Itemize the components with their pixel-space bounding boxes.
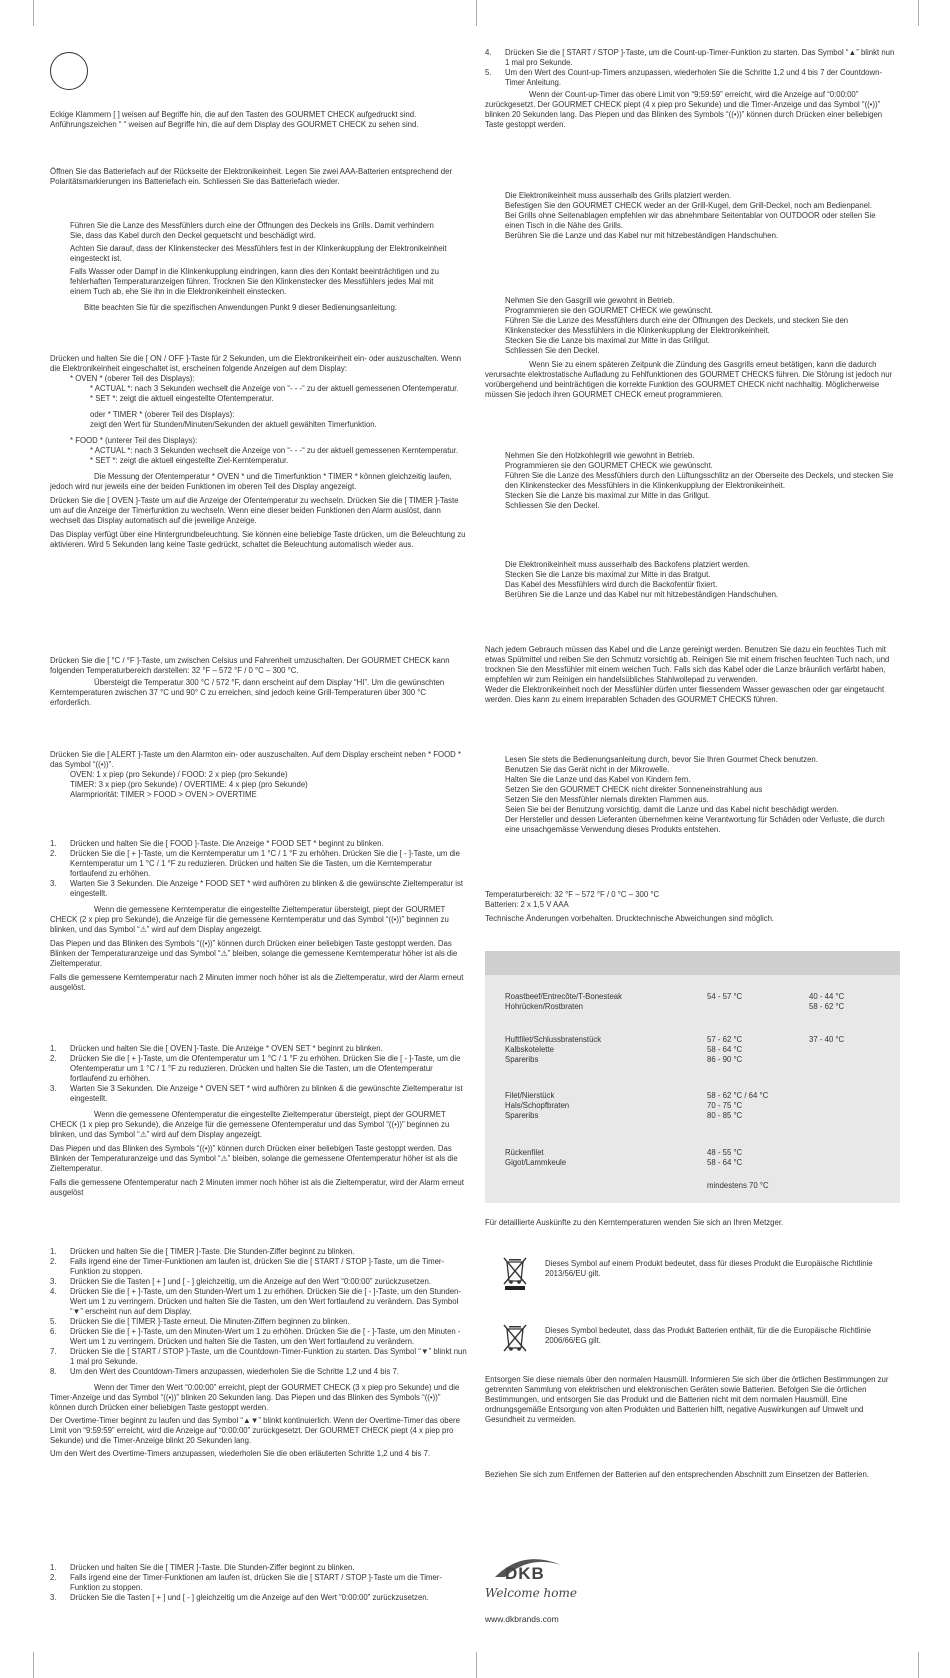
- crossed-bin-icon: [502, 1255, 528, 1291]
- section-marker-circle: [50, 52, 88, 90]
- onoff-p2: Die Messung der Ofentemperatur * OVEN * und die Timerfunktion * TIMER * können gleichzeitig laufen, jedoch wird nur jeweils eine der beiden Funktionen im oberen Teil des Display angezeigt.: [50, 472, 452, 491]
- step-text: Drücken und halten Sie die [ OVEN ]-Taste. Die Anzeige * OVEN SET * beginnt zu blinken.: [70, 1044, 383, 1053]
- table-row: [505, 1035, 895, 1045]
- list-item: Stecken Sie die Lanze bis maximal zur Mitte in das Grillgut.: [505, 336, 710, 345]
- step-number: 3.: [50, 1277, 57, 1286]
- table-row: [505, 1101, 895, 1111]
- table-cell: Spareribs: [505, 1111, 539, 1120]
- list-item: [50, 1054, 468, 1084]
- step-text: Warten Sie 3 Sekunden. Die Anzeige * FOOD SET * wird aufhören zu blinken & die gewünschte Zieltemperatur ist eingestellt.: [70, 879, 464, 898]
- list-item: Lesen Sie stets die Bedienungsanleitung durch, bevor Sie Ihren Gourmet Check benutzen.: [505, 755, 818, 764]
- food-set-p3: Falls die gemessene Kerntemperatur nach 2 Minuten immer noch höher ist als die Zieltemperatur, wird der Alarm erneut ausgelöst.: [50, 973, 464, 992]
- list-item: [50, 839, 468, 849]
- weee-text-1: Dieses Symbol auf einem Produkt bedeutet, dass für dieses Produkt die Europäische Richtlinie 2013/56/EU gilt.: [545, 1259, 873, 1278]
- warnings-section: [485, 755, 900, 835]
- gas-grill-section: [485, 296, 900, 400]
- step-text: Drücken Sie die [ + ]-Taste, um die Kerntemperatur um 1 °C / 1 °F zu erhöhen. Drücken Sie die [ - ]-Taste, um die Kerntemperatur um 1 °C / 1 °F zu reduzieren. Drücken und halten Sie die Tasten, um die Kerntemperatur fortlaufend zu erhöhen.: [70, 849, 460, 878]
- step-number: 1.: [50, 1563, 57, 1572]
- food-actual: * ACTUAL *: nach 3 Sekunden wechselt die Anzeige von “- - -“ zu der aktuell gemessenen Kerntemperatur.: [90, 446, 459, 455]
- step-text: Drücken Sie die [ START / STOP ]-Taste, um die Countdown-Timer-Funktion zu starten. Das Symbol “▼” blinkt nun 1 mal pro Sekunde.: [70, 1347, 467, 1366]
- crop-mark: [476, 1652, 477, 1678]
- table-header: [485, 951, 900, 975]
- list-item: [50, 1367, 468, 1377]
- table-row: [505, 1055, 895, 1065]
- table-cell: 70 - 75 °C: [707, 1101, 743, 1110]
- step-number: 6.: [50, 1327, 57, 1336]
- table-cell: 57 - 62 °C: [707, 1035, 743, 1044]
- onoff-p4: Das Display verfügt über eine Hintergrundbeleuchtung. Sie können eine beliebige Taste drücken, um die Beleuchtung zu aktivieren. Wird 5 Sekunden lang keine Taste gedrückt, schaltet die Beleuchtung automatisch wieder aus.: [50, 530, 466, 549]
- step-text: Drücken Sie die [ + ]-Taste, um den Minuten-Wert um 1 zu erhöhen. Drücken Sie die [ - ]-Taste, um den Minuten -Wert um 1 zu verringern. Drücken und halten Sie die Tasten, um den Wert fortlaufend zu verändern.: [70, 1327, 461, 1346]
- list-item: [50, 1563, 468, 1573]
- intro-brackets: Eckige Klammern [ ] weisen auf Begriffe hin, die auf den Tasten des GOURMET CHECK aufgedruckt sind. Anführungszeichen “ “ weisen auf Begriffe hin, die auf dem Display des GOURMET CHECK zu sehen sind.: [50, 110, 419, 129]
- oven-set: * SET *: zeigt die aktuell eingestellte Ofentemperatur.: [90, 394, 274, 403]
- logo-wordmark: DKB: [505, 1564, 545, 1583]
- step-text: Drücken und halten Sie die [ TIMER ]-Taste. Die Stunden-Ziffer beginnt zu blinken.: [70, 1247, 355, 1256]
- charcoal-section: [485, 451, 900, 511]
- countdown-section: [50, 1247, 468, 1459]
- step-number: 2.: [50, 1257, 57, 1266]
- specs-section: [485, 890, 900, 924]
- oven-set-section: [50, 1044, 468, 1198]
- list-item: Benutzen Sie das Gerät nicht in der Mikrowelle.: [505, 765, 670, 774]
- intro-battery: Öffnen Sie das Batteriefach auf der Rückseite der Elektronikeinheit. Legen Sie zwei AAA-Batterien entsprechend der Polaritätsmarkierungen ins Batteriefach ein. Schliessen Sie das Batteriefach wieder.: [50, 167, 453, 186]
- weee-text-2: Dieses Symbol bedeutet, dass das Produkt Batterien enthält, für die die Europäische Richtlinie 2006/66/EG gilt.: [545, 1326, 871, 1345]
- food-set: * SET *: zeigt die aktuell eingestellte Ziel-Kerntemperatur.: [90, 456, 289, 465]
- list-item: Der Hersteller und dessen Lieferanten übernehmen keine Verantwortung für Schäden oder Verluste, die durch eine unsachgemässe Verwendung dieses Produkts entstehen.: [505, 815, 885, 834]
- oven-set-p2: Das Piepen und das Blinken des Symbols “((•))” können durch Drücken einer beliebigen Taste gestoppt werden. Das Blinken der Temperaturanzeige und das Symbol “⚠” bleiben, solange die gemessene Ofentemperatur höher ist als die Zieltemperatur.: [50, 1144, 458, 1173]
- table-cell: Spareribs: [505, 1055, 539, 1064]
- list-item: [50, 1317, 468, 1327]
- crop-mark: [918, 1652, 919, 1678]
- step-text: Drücken Sie die [ + ]-Taste, um die Ofentemperatur um 1 °C / 1 °F zu erhöhen. Drücken Sie die [ - ]-Taste, um die Ofentemperatur um 1 °C / 1 °F zu reduzieren. Drücken und halten Sie die Tasten, um die Ofentemperatur fortlaufend zu erhöhen.: [70, 1054, 461, 1083]
- table-cell: 37 - 40 °C: [809, 1035, 845, 1044]
- onoff-p3: Drücken Sie die [ OVEN ]-Taste um auf die Anzeige der Ofentemperatur zu wechseln. Drücken Sie die [ TIMER ]-Taste um auf die Anzeige der Timerfunktion zu wechseln. Wenn eine dieser beiden Funktionen den Alarm auslöst, dann wechselt das Display automatisch auf die jeweilige Anzeige.: [50, 496, 459, 525]
- alert-line: Alarmpriorität: TIMER > FOOD > OVEN > OVERTIME: [70, 790, 257, 799]
- logo-tagline: Welcome home: [485, 1586, 577, 1600]
- table-row: [505, 1002, 895, 1012]
- or-timer: oder * TIMER * (oberer Teil des Displays):: [90, 410, 235, 419]
- list-item: Die Elektronikeinheit muss ausserhalb des Grills platziert werden.: [505, 191, 732, 200]
- list-item: Führen Sie die Lanze des Messfühlers durch eine der Öffnungen des Deckels, und stecken Sie den Klinkenstecker des Messfühlers in die Klinkenkupplung der Elektronikeinheit.: [505, 316, 849, 335]
- table-group: [505, 1035, 895, 1065]
- step-number: 1.: [50, 1044, 57, 1053]
- countup-left-section: [50, 1563, 468, 1603]
- list-item: Die Elektronikeinheit muss ausserhalb des Backofens platziert werden.: [505, 560, 750, 569]
- countdown-p2: Der Overtime-Timer beginnt zu laufen und das Symbol “▲▼” blinkt kontinuierlich. Wenn der Overtime-Timer das obere Limit von “9:59:59” erreicht, wird die Anzeige auf “0:00:00” zurückgesetzt. Der GOURMET CHECK piept (4 x piep pro Sekunde) und die Timer-Anzeige blinkt 20 Sekunden lang.: [50, 1416, 460, 1445]
- table-cell: Roastbeef/Entrecôte/T-Bonesteak: [505, 992, 623, 1001]
- crossed-bin-battery-icon: [502, 1322, 528, 1358]
- gas-grill-note: Wenn Sie zu einem späteren Zeitpunk die Zündung des Gasgrills erneut betätigen, kann die dadurch verursachte elektrostatische Aufladung zu Fehlfunktionen des GOURMET CHECKS führen. Die Störung ist jedoch nur vorübergehend und beinträchtigen die korrekte Funktion des GOURMET CHECK nicht nachhaltig. Möglicherweise müssen Sie jedoch ihren GOURMET CHECK erneut programmieren.: [485, 360, 893, 399]
- table-cell: 58 - 62 °C / 64 °C: [707, 1091, 769, 1100]
- brand-url[interactable]: www.dkbrands.com: [485, 1614, 559, 1624]
- spec-batteries: Batterien: 2 x 1,5 V AAA: [485, 900, 569, 909]
- step-text: Um den Wert des Countdown-Timers anzupassen, wiederholen Sie die Schritte 1,2 und 4 bis 7.: [70, 1367, 399, 1376]
- list-item: Setzen Sie den Messfühler niemals direkten Flammen aus.: [505, 795, 709, 804]
- grill-safety-section: [485, 191, 880, 241]
- table-cell: mindestens 70 °C: [707, 1181, 769, 1190]
- table-cell: 80 - 85 °C: [707, 1111, 743, 1120]
- step-text: Falls irgend eine der Timer-Funktionen am laufen ist, drücken Sie die [ START / STOP ]-Taste, um die Timer-Funktion zu stoppen.: [70, 1257, 445, 1276]
- step-number: 5.: [50, 1317, 57, 1326]
- list-item: Berühren Sie die Lanze und das Kabel nur mit hitzebeständigen Handschuhen.: [505, 231, 779, 240]
- step-text: Drücken Sie die [ START / STOP ]-Taste, um die Count-up-Timer-Funktion zu starten. Das Symbol “▲” blinkt nun 1 mal pro Sekunde.: [505, 48, 895, 67]
- alert-section: [50, 750, 468, 800]
- units-p1: Drücken Sie die [ °C / °F ]-Taste, um zwischen Celsius und Fahrenheit umzuschalten. Der GOURMET CHECK kann folgenden Temperaturbereich darstellen: 32 °F – 572 °F / 0 °C – 300 °C.: [50, 656, 450, 675]
- step-number: 2.: [50, 1573, 57, 1582]
- step-text: Falls irgend eine der Timer-Funktionen am laufen ist, drücken Sie die [ START / STOP ]-Taste um die Timer-Funktion zu stoppen.: [70, 1573, 442, 1592]
- battery-removal-text: Beziehen Sie sich zum Entfernen der Batterien auf den entsprechenden Abschnitt zum Einsetzen der Batterien.: [485, 1470, 870, 1479]
- probe-note: Bitte beachten Sie für die spezifischen Anwendungen Punkt 9 dieser Bedienungsanleitung.: [84, 303, 397, 312]
- list-item: [50, 1287, 468, 1317]
- table-cell: 54 - 57 °C: [707, 992, 743, 1001]
- table-cell: Rückenfilet: [505, 1148, 544, 1157]
- units-p2: Übersteigt die Temperatur 300 °C / 572 °F, dann erscheint auf dem Display “HI”. Um die gewünschten Kerntemperaturen zwischen 37 °C und 90° C zu erreichen, sind jedoch keine Grill-Temperaturen über 300 °C erforderlich.: [50, 678, 445, 707]
- step-number: 3.: [50, 1084, 57, 1093]
- table-row: [505, 992, 895, 1002]
- probe-item: Führen Sie die Lanze des Messfühlers durch eine der Öffnungen des Deckels ins Grills. Damit verhindern Sie, dass das Kabel durch den Deckel gequetscht und beschädigt wird.: [70, 221, 434, 240]
- probe-item: Achten Sie darauf, dass der Klinkenstecker des Messfühlers fest in der Klinkenkupplung der Elektronikeinheit eingesteckt ist.: [70, 244, 447, 263]
- step-number: 8.: [50, 1367, 57, 1376]
- list-item: [50, 1247, 468, 1257]
- list-item: Nehmen Sie den Gasgrill wie gewohnt in Betrieb.: [505, 296, 675, 305]
- table-cell: 58 - 64 °C: [707, 1158, 743, 1167]
- list-item: Stecken Sie die Lanze bis maximal zur Mitte in das Grillgut.: [505, 491, 710, 500]
- list-item: Nehmen Sie den Holzkohlegrill wie gewohnt in Betrieb.: [505, 451, 695, 460]
- table-row: [505, 1111, 895, 1121]
- step-number: 1.: [50, 1247, 57, 1256]
- list-item: Halten Sie die Lanze und das Kabel von Kindern fern.: [505, 775, 691, 784]
- dkb-logo: [485, 1555, 575, 1605]
- alert-line: TIMER: 3 x piep (pro Sekunde) / OVERTIME: 4 x piep (pro Sekunde): [70, 780, 308, 789]
- countup-p1: Wenn der Count-up-Timer das obere Limit von “9:59:59” erreicht, wird die Anzeige auf “0:00:00” zurückgesetzt. Der GOURMET CHECK piept (4 x piep pro Sekunde) und die Timer-Anzeige und das Symbol “((•))” blinken 20 Sekunden lang. Das Piepen und das Blinken des Symbols “((•))” können durch Drücken einer beliebigen Taste gestoppt werden.: [485, 90, 883, 129]
- list-item: Seien Sie bei der Benutzung vorsichtig, damit die Lanze und das Kabel nicht beschädigt werden.: [505, 805, 839, 814]
- step-text: Warten Sie 3 Sekunden. Die Anzeige * OVEN SET * wird aufhören zu blinken & die gewünschte Zieltemperatur ist eingestellt.: [70, 1084, 463, 1103]
- list-item: Bei Grills ohne Seitenablagen empfehlen wir das abnehmbare Seitentablar von OUTDOOR oder stellen Sie einen Tisch in die Nähe des Grills.: [505, 211, 876, 230]
- list-item: Programmieren sie den GOURMET CHECK wie gewünscht.: [505, 306, 713, 315]
- step-number: 3.: [50, 1593, 57, 1602]
- onoff-intro: Drücken und halten Sie die [ ON / OFF ]-Taste für 2 Sekunden, um die Elektronikeinheit ein- oder auszuschalten. Wenn die Elektronikeinheit eingeschaltet ist, erscheinen folgende Anzeigen auf dem Display:: [50, 354, 462, 373]
- alert-line: OVEN: 1 x piep (pro Sekunde) / FOOD: 2 x piep (pro Sekunde): [70, 770, 288, 779]
- crop-mark: [33, 0, 34, 26]
- oven-actual: * ACTUAL *: nach 3 Sekunden wechselt die Anzeige von “- - -“ zu der aktuell gemessenen Ofentemperatur.: [90, 384, 459, 393]
- table-cell: [707, 1002, 809, 1012]
- list-item: [485, 68, 900, 88]
- table-cell: Kalbskotelette: [505, 1045, 554, 1054]
- table-group: [505, 1181, 895, 1191]
- list-item: [50, 1573, 468, 1593]
- step-text: Drücken und halten Sie die [ TIMER ]-Taste. Die Stunden-Ziffer beginnt zu blinken.: [70, 1563, 355, 1572]
- crop-mark: [33, 1652, 34, 1678]
- onoff-section: [50, 354, 468, 550]
- step-text: Drücken und halten Sie die [ FOOD ]-Taste. Die Anzeige * FOOD SET * beginnt zu blinken.: [70, 839, 384, 848]
- table-group: [505, 992, 895, 1012]
- list-item: [50, 1327, 468, 1347]
- list-item: Das Kabel des Messfühlers wird durch die Backofentür fixiert.: [505, 580, 718, 589]
- list-item: Befestigen Sie den GOURMET CHECK weder an der Grill-Kugel, dem Grill-Deckel, noch am Bedienpanel.: [505, 201, 872, 210]
- table-row: [505, 1091, 895, 1101]
- list-item: Programmieren sie den GOURMET CHECK wie gewünscht.: [505, 461, 713, 470]
- oven-set-p3: Falls die gemessene Ofentemperatur nach 2 Minuten immer noch höher ist als die Zieltemperatur, wird der Alarm erneut ausgelöst: [50, 1178, 464, 1197]
- units-section: [50, 656, 468, 708]
- food-set-p2: Das Piepen und das Blinken des Symbols “((•))” können durch Drücken einer beliebigen Taste gestoppt werden. Das Blinken der Temperaturanzeige und das Symbol “⚠” bleiben, solange die gemessene Kerntemperatur höher ist als die Zieltemperatur.: [50, 939, 458, 968]
- table-cell: 48 - 55 °C: [707, 1148, 743, 1157]
- step-text: Um den Wert des Count-up-Timers anzupassen, wiederholen Sie die Schritte 1,2 und 4 bis 7 der Countdown-Timer Anleitung.: [505, 68, 883, 87]
- step-number: 1.: [50, 839, 57, 848]
- oven-label: * OVEN * (oberer Teil des Displays):: [70, 374, 195, 383]
- crop-mark: [918, 0, 919, 26]
- table-cell: [505, 1181, 707, 1191]
- list-item: Schliessen Sie den Deckel.: [505, 346, 600, 355]
- list-item: [50, 1277, 468, 1287]
- probe-item: Falls Wasser oder Dampf in die Klinkenkupplung eindringen, kann dies den Kontakt beeinträchtigen und zu fehlerhaften Temperaturanzeigen führen. Trocknen Sie den Klinkenstecker des Messfühlers jedes Mal mit einem Tuch ab, ehe Sie ihn in die Elektronikeinheit einstecken.: [70, 267, 439, 296]
- oven-use-section: [485, 560, 900, 600]
- food-label: * FOOD * (unterer Teil des Displays):: [70, 436, 198, 445]
- list-item: [50, 1044, 468, 1054]
- step-number: 2.: [50, 849, 57, 858]
- countdown-p1: Wenn der Timer den Wert “0:00:00” erreicht, piept der GOURMET CHECK (3 x piep pro Sekunde) und die Timer-Anzeige und das Symbol “((•))” blinken 20 Sekunden lang. Das Piepen und das Blinken des Symbols “((•))” können durch Drücken einer beliebigen Taste gestoppt werden.: [50, 1383, 460, 1412]
- list-item: [50, 1347, 468, 1367]
- countup-right-section: [485, 48, 900, 130]
- list-item: [50, 849, 468, 879]
- list-item: [50, 879, 468, 899]
- step-text: Drücken Sie die Tasten [ + ] und [ - ] gleichzeitig um die Anzeige auf den Wert “0:00:00” zurückzusetzen.: [70, 1593, 429, 1602]
- list-item: [50, 1084, 468, 1104]
- list-item: Setzen Sie den GOURMET CHECK nicht direkter Sonneneinstrahlung aus: [505, 785, 763, 794]
- table-cell: Hals/Schopfbraten: [505, 1101, 570, 1110]
- countdown-p3: Um den Wert des Overtime-Timers anzupassen, wiederholen Sie die oben erläuterten Schritte 1,2 und 4 bis 7.: [50, 1449, 431, 1458]
- spec-changes: Technische Änderungen vorbehalten. Drucktechnische Abweichungen sind möglich.: [485, 914, 775, 923]
- table-group: [505, 1091, 895, 1121]
- table-row: [505, 1158, 895, 1168]
- step-number: 4.: [50, 1287, 57, 1296]
- probe-section: [50, 221, 448, 313]
- step-text: Drücken Sie die [ TIMER ]-Taste erneut. Die Minuten-Ziffern beginnen zu blinken.: [70, 1317, 350, 1326]
- disposal-text: Entsorgen Sie diese niemals über den normalen Hausmüll. Informieren Sie sich über die örtlichen Bestimmungen zur getrennten Sammlung von elektrischen und elektronischen Geräten sowie Batterien. Befolgen Sie die örtlichen Bestimmungen, und entsorgen Sie das Produkt und die Batterien nicht mit dem normalen Hausmüll. Eine ordnungsgemäße Entsorgung von alten Produkten und Batterien hilft, negative Auswirkungen auf Umwelt und Gesundheit zu vermeiden.: [485, 1375, 889, 1424]
- timer-desc: zeigt den Wert für Stunden/Minuten/Sekunden der aktuell gewählten Timerfunktion.: [90, 420, 377, 429]
- step-number: 4.: [485, 48, 492, 57]
- table-row: [505, 1045, 895, 1055]
- table-cell: Gigot/Lammkeule: [505, 1158, 567, 1167]
- table-cell: 86 - 90 °C: [707, 1055, 743, 1064]
- food-set-section: [50, 839, 468, 993]
- table-row: [505, 1148, 895, 1158]
- step-number: 5.: [485, 68, 492, 77]
- oven-set-p1: Wenn die gemessene Ofentemperatur die eingestellte Zieltemperatur übersteigt, piept der GOURMET CHECK (1 x piep pro Sekunde), die Anzeige für die gemessene Ofentemperatur und das Symbol “((•))” beginnen zu blinken, und das Symbol “⚠” wird auf dem Display angezeigt.: [50, 1110, 450, 1139]
- table-cell: 40 - 44 °C: [809, 992, 845, 1001]
- step-text: Drücken Sie die [ + ]-Taste, um den Stunden-Wert um 1 zu erhöhen. Drücken Sie die [ - ]-Taste, um den Stunden-Wert um 1 zu verringern. Drücken und halten Sie die Tasten, um den Wert fortlaufend zu verändern. Das Symbol “▼” erscheint nun auf dem Display.: [70, 1287, 461, 1316]
- list-item: [485, 48, 900, 68]
- table-row: [505, 1181, 895, 1191]
- table-group: [505, 1148, 895, 1168]
- table-cell: Hohrücken/Rostbraten: [505, 1002, 584, 1011]
- step-number: 7.: [50, 1347, 57, 1356]
- step-text: Drücken Sie die Tasten [ + ] und [ - ] gleichzeitig, um die Anzeige auf den Wert “0:00:00” zurückzusetzen.: [70, 1277, 431, 1286]
- butcher-note: Für detaillierte Auskünfte zu den Kerntemperaturen wenden Sie sich an Ihren Metzger.: [485, 1218, 784, 1227]
- list-item: Führen Sie die Lanze des Messfühlers durch den Lüftungsschlitz an der Oberseite des Deckels, und stecken Sie den Klinkenstecker des Messfühlers in die Klinkenkupplung der Elektronikeinheit.: [505, 471, 894, 490]
- list-item: [50, 1593, 468, 1603]
- list-item: [50, 1257, 468, 1277]
- list-item: Stecken Sie die Lanze bis maximal zur Mitte in das Bratgut.: [505, 570, 711, 579]
- cleaning-text: Nach jedem Gebrauch müssen das Kabel und die Lanze gereinigt werden. Benutzen Sie dazu ein feuchtes Tuch mit etwas Spülmittel und reiben Sie den Schmutz vorsichtig ab. Reinigen Sie mit einem frischen feuchten Tuch nach, und trocknen Sie den Messfühler mit einem weichen Tuch. Falls sich das Kabel oder die Lanze bräunlich verfärbt haben, empfehlen wir zum Reinigen ein handelsübliches Stahlwollepad zu verwenden. Weder die Elektronikeinheit noch der Messfühler dürfen unter fliessendem Wasser gewaschen oder gar eingetaucht werden. Dies kann zu einem irreparablen Schaden des GOURMET CHECKS führen.: [485, 645, 890, 704]
- food-set-p1: Wenn die gemessene Kerntemperatur die eingestellte Zieltemperatur übersteigt, piept der GOURMET CHECK (2 x piep pro Sekunde), die Anzeige für die gemessene Kerntemperatur und das Symbol “((•))” beginnen zu blinken, und das Symbol “⚠” wird auf dem Display angezeigt.: [50, 905, 449, 934]
- core-temperature-table: [485, 951, 900, 1203]
- list-item: Schliessen Sie den Deckel.: [505, 501, 600, 510]
- alert-p1: Drücken Sie die [ ALERT ]-Taste um den Alarmton ein- oder auszuschalten. Auf dem Display erscheint neben * FOOD * das Symbol “((•))”.: [50, 750, 461, 769]
- step-number: 2.: [50, 1054, 57, 1063]
- table-cell: Huftfilet/Schlussbratenstück: [505, 1035, 602, 1044]
- spec-range: Temperaturbereich: 32 °F – 572 °F / 0 °C – 300 °C: [485, 890, 660, 899]
- step-number: 3.: [50, 879, 57, 888]
- list-item: Berühren Sie die Lanze und das Kabel nur mit hitzebeständigen Handschuhen.: [505, 590, 779, 599]
- table-cell: 58 - 62 °C: [809, 1002, 845, 1011]
- table-cell: 58 - 64 °C: [707, 1045, 743, 1054]
- crop-mark: [476, 0, 477, 26]
- table-cell: Filet/Nierstück: [505, 1091, 555, 1100]
